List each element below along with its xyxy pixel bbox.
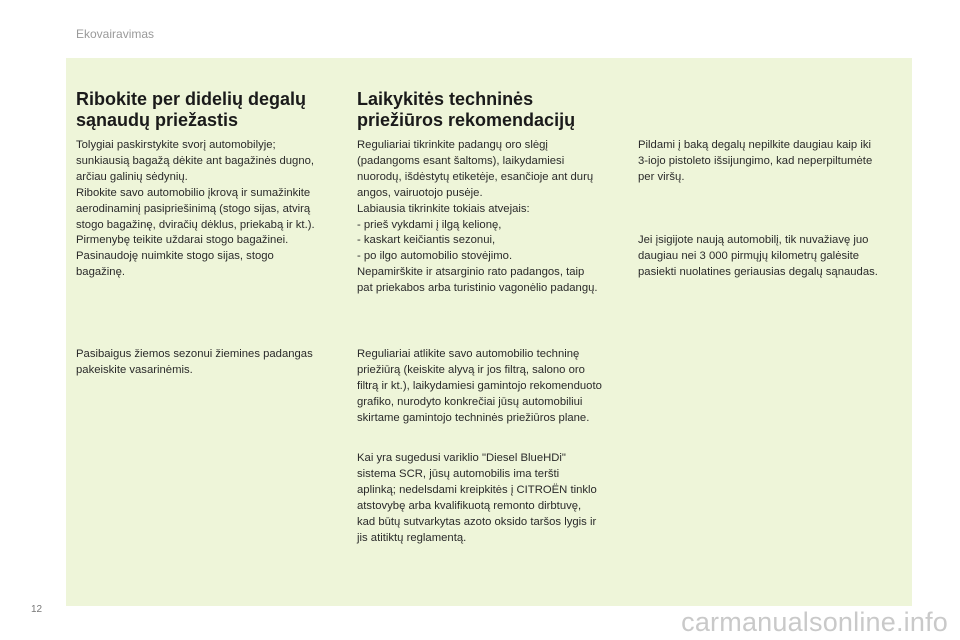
middle-paragraph-3: Kai yra sugedusi variklio "Diesel BlueHDi" sistema SCR, jūsų automobilis ima teršti aplinką; nedelsdami kreipkitės į CITROËN tinklo atstovybę arba kvalifikuotą remonto dirbtuvę, kad būtų sutvarkytas azoto oksido taršos lygis ir jis atitiktų reglamentą. xyxy=(357,452,597,544)
right-paragraph-2: Jei įsigijote naują automobilį, tik nuvažiavę juo daugiau nei 3 000 pirmųjų kilometrų galėsite pasiekti nuolatines geriausias degalų sąnaudas. xyxy=(638,234,878,278)
middle-heading: Laikykitės techninės priežiūros rekomendacijų xyxy=(357,89,576,130)
left-paragraph-2: Pasibaigus žiemos sezonui žiemines padangas pakeiskite vasarinėmis. xyxy=(76,348,313,376)
middle-paragraph-1: Reguliariai tikrinkite padangų oro slėgį (padangoms esant šaltoms), laikydamiesi nuorodų, išdėstytų etiketėje, esančioje ant durų angos, vairuotojo pusėje. Labiausia tikrinkite tokiais atvejais: - prieš vykdami į ilgą kelionę, - kaskart keičiantis sezonui, - po ilgo automobilio stovėjimo. Nepamirškite ir atsarginio rato padangos, taip pat priekabos arba turistinio vagonėlio padangų. xyxy=(357,139,598,295)
middle-paragraph-2: Reguliariai atlikite savo automobilio techninę priežiūrą (keiskite alyvą ir jos filtrą, salono oro filtrą ir kt.), laikydamiesi gamintojo rekomenduoto grafiko, nurodyto konkrečiai jūsų automobiliui skirtame gamintojo techninės priežiūros plane. xyxy=(357,348,602,424)
watermark-text: carmanualsonline.info xyxy=(681,607,948,637)
left-paragraph-1: Tolygiai paskirstykite svorį automobilyje; sunkiausią bagažą dėkite ant bagažinės dugno, arčiau galinių sėdynių. Ribokite savo automobilio įkrovą ir sumažinkite aerodinaminį pasipriešinimą (stogo sijas, atvirą stogo bagažinę, dviračių dėklus, priekabą ir kt.). Pirmenybę teikite uždarai stogo bagažinei. Pasinaudoję nuimkite stogo sijas, stogo bagažinę. xyxy=(76,139,315,279)
right-paragraph-1: Pildami į baką degalų nepilkite daugiau kaip iki 3-iojo pistoleto išsijungimo, kad neperpiltumėte per viršų. xyxy=(638,139,873,183)
left-heading: Ribokite per didelių degalų sąnaudų priežastis xyxy=(76,89,307,130)
section-label: Ekovairavimas xyxy=(76,27,155,41)
page-number: 12 xyxy=(31,604,43,615)
